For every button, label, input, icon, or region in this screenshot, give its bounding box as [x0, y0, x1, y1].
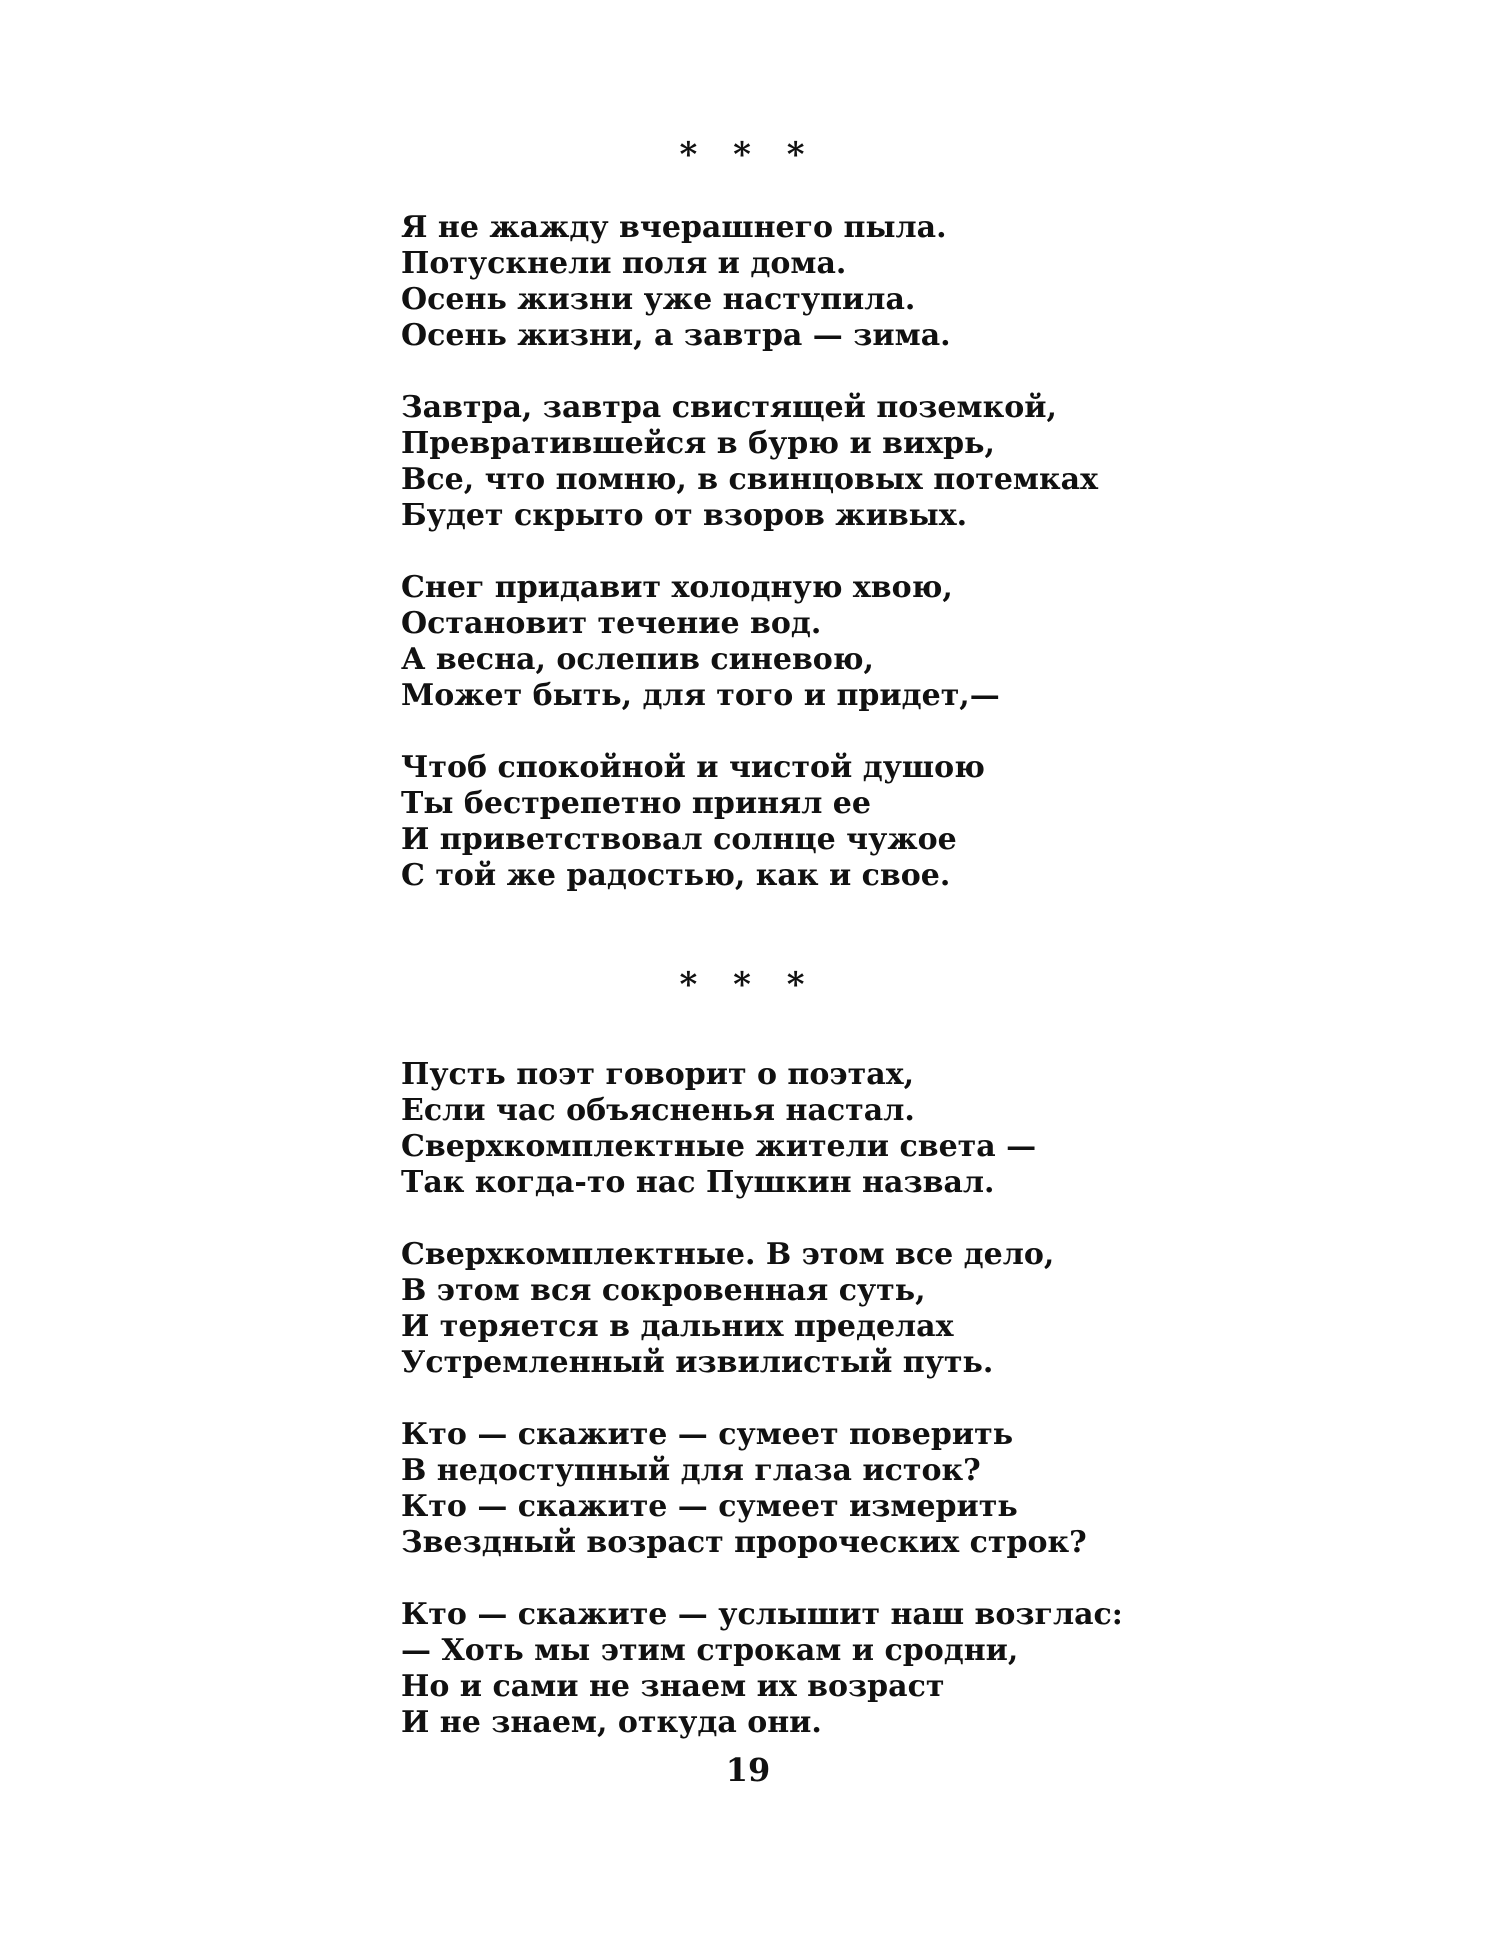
poem-line: Если час объясненья настал. [401, 1093, 915, 1128]
stanza [401, 1597, 1401, 1741]
poem-line: Ты бестрепетно принял ее [401, 786, 871, 821]
poem-line: Сверхкомплектные жители света — [401, 1129, 1037, 1164]
poem-line: Осень жизни, а завтра — зима. [401, 318, 951, 353]
poem-line: Превратившейся в бурю и вихрь, [401, 426, 995, 461]
poem-line: Кто — скажите — услышит наш возглас: [401, 1597, 1123, 1632]
page-number: 19 [725, 1751, 771, 1789]
stanza [401, 390, 1401, 534]
poem-separator: * * * [679, 965, 817, 1005]
poem-line: И теряется в дальних пределах [401, 1309, 954, 1344]
poem-line: Завтра, завтра свистящей поземкой, [401, 390, 1057, 425]
poem-line: Звездный возраст пророческих строк? [401, 1525, 1087, 1560]
poem-line: Остановит течение вод. [401, 606, 822, 641]
poem-line: — Хоть мы этим строкам и сродни, [401, 1633, 1019, 1668]
poem-line: Может быть, для того и придет,— [401, 678, 1000, 713]
poem-line: В этом вся сокровенная суть, [401, 1273, 926, 1308]
stanza [401, 1237, 1401, 1381]
poem-line: Все, что помню, в свинцовых потемках [401, 462, 1098, 497]
poem-line: Осень жизни уже наступила. [401, 282, 916, 317]
poem-line: Потускнели поля и дома. [401, 246, 847, 281]
poem-line: Так когда-то нас Пушкин назвал. [401, 1165, 995, 1200]
poem-line: Но и сами не знаем их возраст [401, 1669, 945, 1704]
poem-line: Я не жажду вчерашнего пыла. [401, 210, 947, 245]
poem-separator: * * * [679, 135, 817, 175]
poem-line: Кто — скажите — сумеет поверить [401, 1417, 1014, 1452]
poem-line: А весна, ослепив синевою, [401, 642, 874, 677]
poem-line: Чтоб спокойной и чистой душою [401, 750, 985, 785]
poem-line: В недоступный для глаза исток? [401, 1453, 981, 1488]
poem-line: Снег придавит холодную хвою, [401, 570, 953, 605]
poem [401, 210, 1401, 930]
poem-line: С той же радостью, как и свое. [401, 858, 951, 893]
poem-line: И приветствовал солнце чужое [401, 822, 957, 857]
poem-line: Сверхкомплектные. В этом все дело, [401, 1237, 1055, 1272]
poem-line: Кто — скажите — сумеет измерить [401, 1489, 1018, 1524]
stanza [401, 1057, 1401, 1201]
poem-line: И не знаем, откуда они. [401, 1705, 822, 1740]
poem [401, 1057, 1401, 1777]
stanza [401, 750, 1401, 894]
poem-line: Пусть поэт говорит о поэтах, [401, 1057, 915, 1092]
stanza [401, 1417, 1401, 1561]
stanza [401, 210, 1401, 354]
poem-line: Будет скрыто от взоров живых. [401, 498, 968, 533]
stanza [401, 570, 1401, 714]
poem-line: Устремленный извилистый путь. [401, 1345, 994, 1380]
